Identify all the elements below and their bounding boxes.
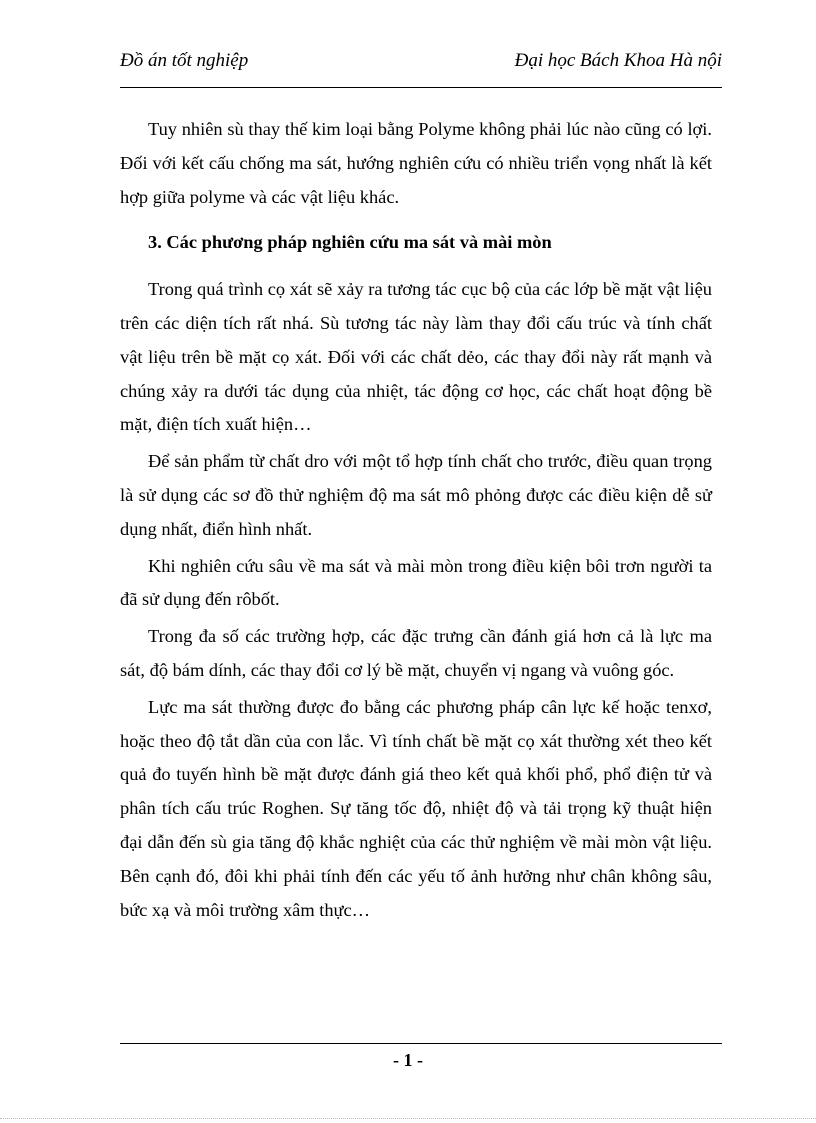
paragraph-3: Để sản phẩm từ chất dro với một tổ hợp tính chất cho trước, điều quan trọng là sử dụng các sơ đồ thử nghiệm độ ma sát mô phỏng được các điều kiện dễ sử dụng nhất, điển hình nhất. bbox=[120, 451, 712, 539]
page-number: - 1 - bbox=[393, 1050, 423, 1070]
page-bottom-edge bbox=[0, 1118, 816, 1119]
section-heading: 3. Các phương pháp nghiên cứu ma sát và mài mòn bbox=[148, 232, 552, 253]
paragraph-2: Trong quá trình cọ xát sẽ xảy ra tương tác cục bộ của các lớp bề mặt vật liệu trên các diện tích rất nhá. Sù tương tác này làm thay đổi cấu trúc và tính chất vật liệu trên bề mặt cọ xát. Đối với các chất dẻo, các thay đổi này rất mạnh và chúng xảy ra dưới tác dụng của nhiệt, tác động cơ học, các chất hoạt động bề mặt, điện tích xuất hiện… bbox=[120, 279, 712, 435]
footer-divider bbox=[120, 1043, 722, 1044]
paragraph-4: Khi nghiên cứu sâu về ma sát và mài mòn trong điều kiện bôi trơn người ta đã sử dụng đến rôbốt. bbox=[120, 555, 712, 610]
paragraph-5: Trong đa số các trường hợp, các đặc trưng cần đánh giá hơn cả là lực ma sát, độ bám dính, các thay đổi cơ lý bề mặt, chuyển vị ngang và vuông góc. bbox=[120, 626, 712, 680]
page-body bbox=[120, 113, 712, 930]
header-divider bbox=[120, 87, 722, 88]
header-left-text: Đồ án tốt nghiệp bbox=[120, 50, 249, 71]
page-header bbox=[120, 50, 722, 80]
paragraph-6: Lực ma sát thường được đo bằng các phương pháp cân lực kế hoặc tenxơ, hoặc theo độ tắt dần của con lắc. Vì tính chất bề mặt cọ xát thường xét theo kết quả đo tuyến hình bề mặt được đánh giá theo kết quả khối phổ, phổ điện tử và phân tích cấu trúc Roghen. Sự tăng tốc độ, nhiệt độ và tải trọng kỹ thuật hiện đại dẫn đến sù gia tăng độ khắc nghiệt của các thử nghiệm về mài mòn vật liệu. Bên cạnh đó, đôi khi phải tính đến các yếu tố ảnh hưởng như chân không sâu, bức xạ và môi trường xâm thực… bbox=[120, 696, 712, 920]
header-right-text: Đại học Bách Khoa Hà nội bbox=[514, 50, 722, 71]
paragraph-1: Tuy nhiên sù thay thế kim loại bằng Polyme không phải lúc nào cũng có lợi. Đối với kết cấu chống ma sát, hướng nghiên cứu có nhiều triển vọng nhất là kết hợp giữa polyme và các vật liệu khác. bbox=[120, 119, 712, 207]
